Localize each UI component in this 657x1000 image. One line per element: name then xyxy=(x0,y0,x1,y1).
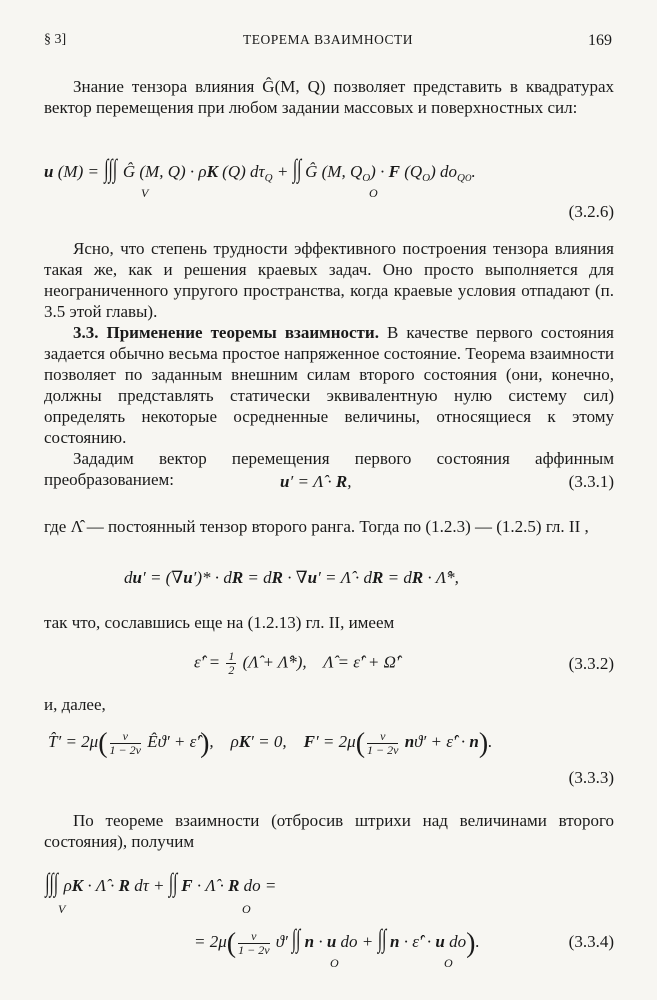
equation-number-3-3-4: (3.3.4) xyxy=(568,932,614,951)
page-number: 169 xyxy=(588,32,612,49)
paragraph-5: где Λ̂ — постоянный тензор второго ранга. Тогда по (1.2.3) — (1.2.5) гл. II , xyxy=(44,517,589,536)
equation-3-2-6: u (M) = ∫∫∫ Ĝ (M, Q) · ρK (Q) $d\tau_Q$ + ∫∫ Ĝ (M, $Q_O) \cdot F$ $(Q_O)$ $do_{QO}$. V O (3.2.6) xyxy=(44,154,614,221)
equation-3-3-2: ε̂′ = $\frac{1}{2}$ (Λ̂ + Λ̂*), Λ̂ = ε̂′ + Ω̂′ (3.3.2) xyxy=(194,649,614,677)
paragraph-3 xyxy=(44,322,614,448)
equation-3-3-3: T̂′ = 2μ( $\frac{\nu}{1 - 2\nu}$ Êϑ′ + ε̂′), ρK′ = 0, F′ = 2μ( $\frac{\nu}{1 - 2\nu}$ nϑ′ + ε̂′ · n). (3.3.3) xyxy=(48,728,614,787)
section-3-3-body: В качестве первого состояния задается обычно весьма простое напряженное состояние. Теорема взаимности позволяет по заданным внешним силам второго состояния (они, конечно, должны представлять статически эквивалентную нулю систему сил) определять некоторые осредненные величины, относящиеся к этому состоянию. xyxy=(44,323,614,447)
equation-number-3-3-3: (3.3.3) xyxy=(568,768,614,787)
section-3-3-heading: 3.3. Применение теоремы взаимности. xyxy=(73,323,379,342)
equation-3-3-1: u′ = Λ̂ · R, (3.3.1) xyxy=(280,472,614,491)
paragraph-6: так что, сославшись еще на (1.2.13) гл. II, имеем xyxy=(44,613,395,632)
paragraph-8: По теореме взаимности (отбросив штрихи над величинами второго состояния), получим xyxy=(44,811,614,851)
equation-3-3-4: ∫∫∫ ρK · Λ̂ · R dτ + ∫∫ F · Λ̂ · R do = V O = 2μ( $\frac{\nu}{1 - 2\nu}$ ϑ′ ∫∫ n · u do + ∫∫ n · ε̂′ · u do). O O (3.3.4) xyxy=(45,868,614,970)
section-marker: § 3] xyxy=(44,32,67,47)
paragraph-4: Зададим вектор перемещения первого состояния аффинным преобразованием: xyxy=(44,449,614,489)
paragraph-2: Ясно, что степень трудности эффективного построения тензора влияния такая же, как и решения краевых задач. Оно просто выполняется для неограниченного упругого пространства, когда краевые условия отпадают (п. 3.5 этой главы). xyxy=(44,239,614,321)
paragraph-1: Знание тензора влияния Ĝ(M, Q) позволяет представить в квадратурах вектор перемещения при любом задании массовых и поверхностных сил: xyxy=(44,77,614,117)
equation-number-3-2-6: (3.2.6) xyxy=(568,202,614,221)
equation-number-3-3-2: (3.3.2) xyxy=(568,654,614,673)
page-header xyxy=(44,32,612,54)
paragraph-7: и, далее, xyxy=(44,695,106,714)
equation-du-prime: du′ = (∇u′)* · dR = dR · ∇u′ = Λ̂ · dR = dR · Λ̂*, xyxy=(124,568,459,587)
equation-number-3-3-1: (3.3.1) xyxy=(568,472,614,491)
running-title: ТЕОРЕМА ВЗАИМНОСТИ xyxy=(242,32,414,47)
